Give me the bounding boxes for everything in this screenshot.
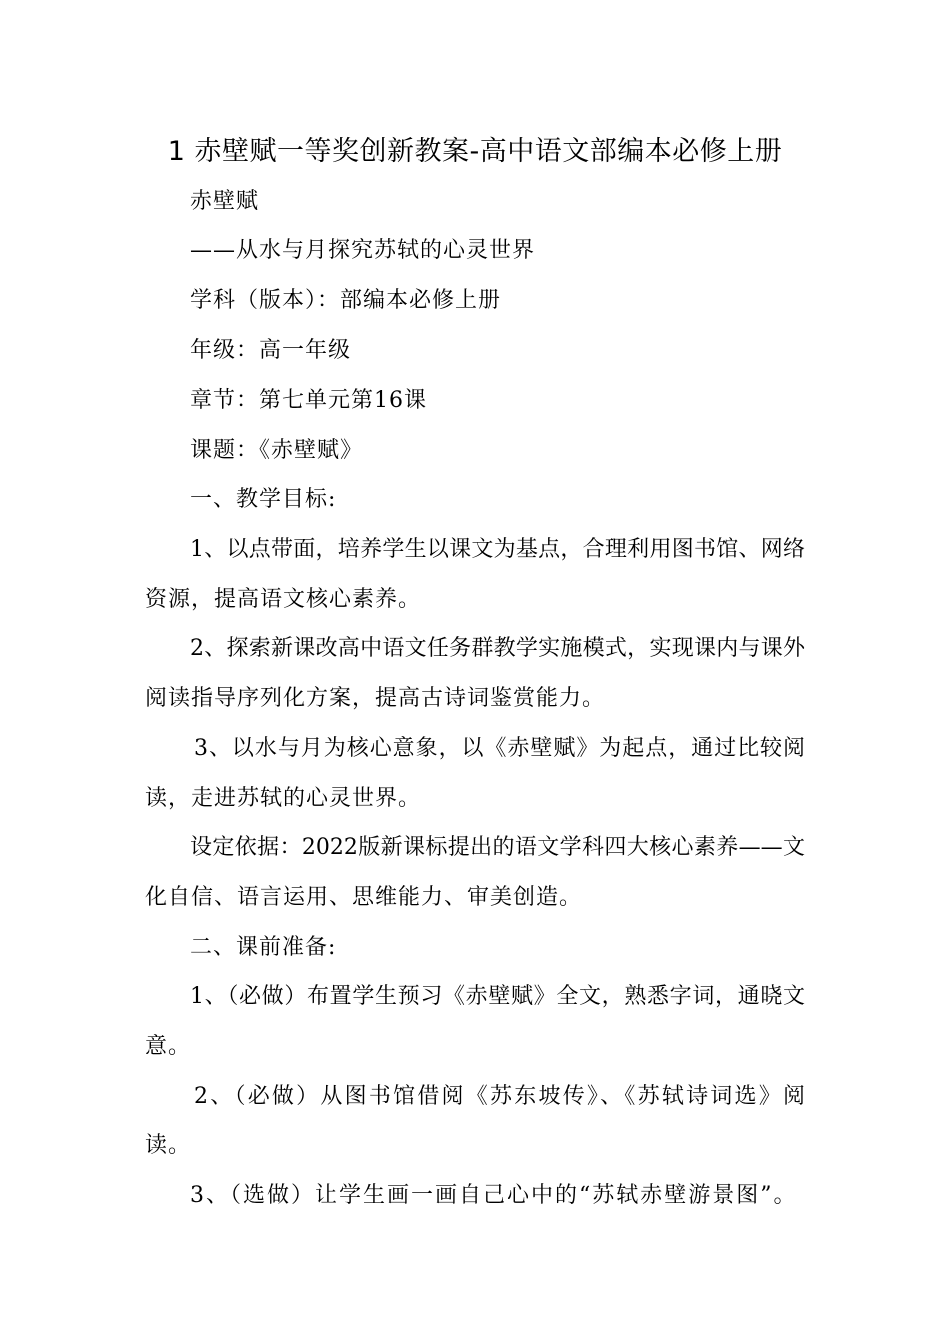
prep-2-line-1: 2、（必做）从图书馆借阅《苏东坡传》、《苏轼诗词选》阅 xyxy=(194,1084,805,1109)
goal-3-line-1: 3、以水与月为核心意象，以《赤壁赋》为起点，通过比较阅 xyxy=(194,736,805,761)
section-heading-preparation: 二、课前准备: xyxy=(190,935,337,960)
prep-3: 3、（选做）让学生画一画自己心中的“苏轼赤壁游景图”。 xyxy=(190,1183,798,1208)
section-heading-goals: 一、教学目标: xyxy=(190,487,337,512)
basis-line-1: 设定依据：2022版新课标提出的语文学科四大核心素养——文 xyxy=(190,835,805,860)
prep-1-line-1: 1、（必做）布置学生预习《赤壁赋》全文，熟悉字词，通晓文 xyxy=(190,984,805,1009)
goal-1-line-2: 资源，提高语文核心素养。 xyxy=(145,587,422,612)
lesson-name: 赤壁赋 xyxy=(190,189,260,214)
lesson-topic: 课题：《赤壁赋》 xyxy=(190,438,364,463)
goal-3-line-2: 读，走进苏轼的心灵世界。 xyxy=(145,786,422,811)
document-title: 1 赤壁赋一等奖创新教案-高中语文部编本必修上册 xyxy=(167,136,783,167)
grade: 年级：高一年级 xyxy=(190,338,352,363)
lesson-subtitle: ——从水与月探究苏轼的心灵世界 xyxy=(190,238,536,263)
chapter: 章节：第七单元第16课 xyxy=(190,388,427,413)
goal-2-line-1: 2、探索新课改高中语文任务群教学实施模式，实现课内与课外 xyxy=(190,636,805,661)
prep-1-line-2: 意。 xyxy=(145,1034,192,1059)
prep-2-line-2: 读。 xyxy=(145,1133,192,1158)
basis-line-2: 化自信、语言运用、思维能力、审美创造。 xyxy=(145,885,583,910)
subject-edition: 学科（版本）：部编本必修上册 xyxy=(190,288,502,313)
goal-1-line-1: 1、以点带面，培养学生以课文为基点，合理利用图书馆、网络 xyxy=(190,537,805,562)
goal-2-line-2: 阅读指导序列化方案，提高古诗词鉴赏能力。 xyxy=(145,686,606,711)
